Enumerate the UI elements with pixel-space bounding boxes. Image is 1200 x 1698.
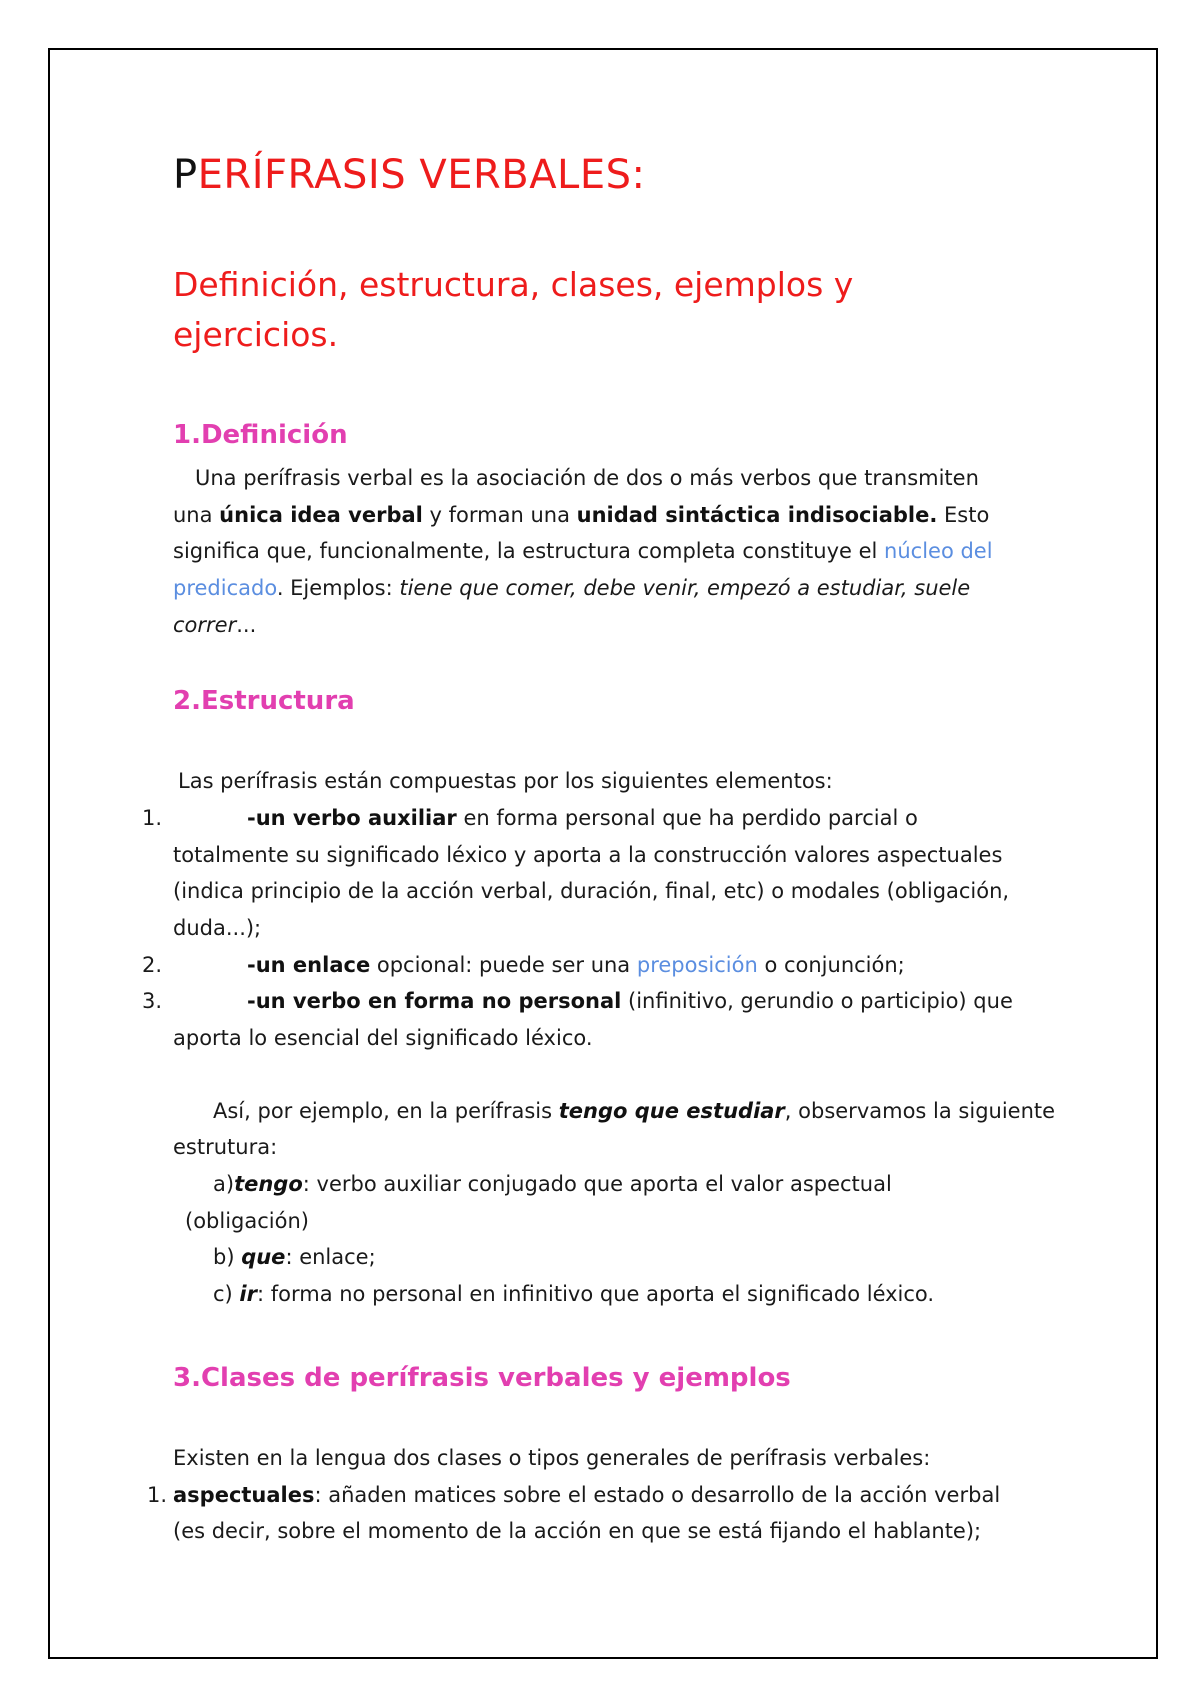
page-title: PERÍFRASIS VERBALES: [173,152,646,198]
paragraph-line: estrutura: [173,1135,278,1159]
paragraph-line: una única idea verbal y forman una unidad sintáctica indisociable. Esto [173,503,990,527]
section-heading-clases: 3.Clases de perífrasis verbales y ejemplos [173,1363,791,1393]
paragraph-line: correr... [173,613,257,637]
subtitle-line-1: Definición, estructura, clases, ejemplos y [173,265,854,304]
example-item-line: (obligación) [185,1209,309,1233]
subtitle-line-2: ejercicios. [173,315,339,354]
section-heading-definicion: 1.Definición [173,420,348,450]
paragraph-line: Una perífrasis verbal es la asociación de dos o más verbos que transmiten [195,466,979,490]
list-item-line: (es decir, sobre el momento de la acción en que se está fijando el hablante); [173,1519,982,1543]
list-item-line: totalmente su significado léxico y aporta a la construcción valores aspectuales [173,843,1003,867]
link-preposicion[interactable]: preposición [636,953,758,977]
section-heading-estructura: 2.Estructura [173,686,355,716]
list-item-line: (indica principio de la acción verbal, duración, final, etc) o modales (obligación, [173,879,1010,903]
list-item: -un verbo en forma no personal (infinitivo, gerundio o participio) que [247,989,1013,1013]
list-item: -un enlace opcional: puede ser una preposición o conjunción; [247,953,905,977]
list-number: 2. [142,953,163,977]
example-item-b: b) que: enlace; [213,1245,376,1269]
paragraph-line: predicado. Ejemplos: tiene que comer, debe venir, empezó a estudiar, suele [173,576,971,600]
paragraph-line: significa que, funcionalmente, la estructura completa constituye el núcleo del [173,539,993,563]
list-number: 3. [142,989,163,1013]
example-item-a: a)tengo: verbo auxiliar conjugado que aporta el valor aspectual [213,1172,892,1196]
list-number: 1. [142,806,163,830]
list-number: 1. [147,1483,168,1507]
link-nucleo-del-predicado[interactable]: núcleo del [884,539,993,563]
paragraph-line: Así, por ejemplo, en la perífrasis tengo que estudiar, observamos la siguiente [213,1099,1056,1123]
list-item-line: duda...); [173,916,262,940]
paragraph-line: Las perífrasis están compuestas por los siguientes elementos: [178,769,833,793]
link-predicado[interactable]: predicado [173,576,277,600]
paragraph-line: Existen en la lengua dos clases o tipos generales de perífrasis verbales: [173,1446,931,1470]
list-item: aspectuales: añaden matices sobre el estado o desarrollo de la acción verbal [173,1483,1001,1507]
list-item-line: aporta lo esencial del significado léxico. [173,1026,593,1050]
example-item-c: c) ir: forma no personal en infinitivo que aporta el significado léxico. [213,1282,935,1306]
list-item: -un verbo auxiliar en forma personal que ha perdido parcial o [247,806,918,830]
